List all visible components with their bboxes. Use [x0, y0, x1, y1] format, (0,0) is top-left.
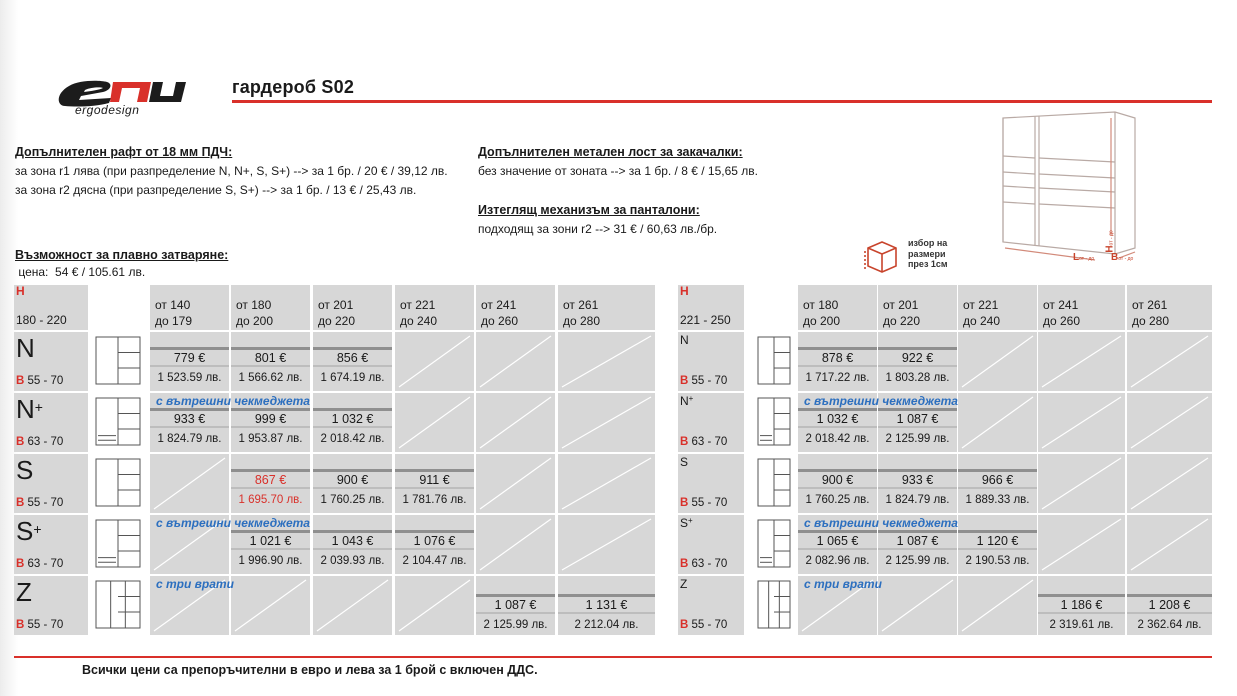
unavailable-mark [1127, 515, 1212, 574]
wardrobe-b-label: Bот - до [1111, 252, 1134, 263]
column-from: от 201 [883, 298, 919, 312]
trouser-section [478, 203, 717, 236]
row-note: с вътрешни чекмеджета [804, 394, 958, 408]
price-eur: 911 € [419, 473, 450, 487]
price-eur: 856 € [336, 351, 369, 365]
size-code-letter: S [16, 455, 34, 485]
layout-thumbnail-icon [90, 578, 146, 633]
size-code-sup: + [33, 521, 42, 537]
layout-thumbnail [752, 456, 796, 511]
column-to: до 200 [803, 314, 841, 328]
depth-label: B [680, 436, 689, 448]
depth-range [16, 375, 63, 387]
shelf-section [15, 145, 448, 197]
price-bgn: 2 190.53 лв. [965, 555, 1030, 567]
size-code-sup: + [688, 394, 694, 403]
price-separator [150, 365, 229, 367]
price-separator [231, 548, 310, 550]
header-rule [232, 100, 1212, 103]
size-code [680, 455, 688, 469]
column-to: до 220 [883, 314, 921, 328]
depth-range [16, 436, 63, 448]
price-separator [798, 426, 877, 428]
unavailable-mark [395, 576, 474, 635]
price-separator [231, 408, 310, 411]
unavailable-mark [231, 576, 310, 635]
price-separator [798, 487, 877, 489]
price-eur: 867 € [254, 473, 287, 487]
layout-thumbnail-icon [90, 334, 146, 389]
price-bgn: 1 695.70 лв. [238, 494, 303, 506]
size-code-letter: Z [16, 577, 32, 607]
price-bgn: 2 362.64 лв. [1137, 619, 1202, 631]
price-separator [231, 365, 310, 367]
size-code [680, 516, 693, 530]
column-to: до 260 [1043, 314, 1081, 328]
column-from: от 261 [1132, 298, 1168, 312]
price-separator [878, 487, 957, 489]
price-separator [313, 365, 392, 367]
unavailable-mark [395, 332, 474, 391]
unavailable-mark [958, 332, 1037, 391]
size-code [16, 579, 32, 605]
depth-label: B [680, 619, 689, 631]
layout-thumbnail-icon [752, 517, 796, 572]
layout-thumbnail [90, 456, 146, 511]
price-separator [231, 487, 310, 489]
price-eur: 900 € [336, 473, 369, 487]
price-bgn: 1 824.79 лв. [157, 433, 222, 445]
price-separator [958, 469, 1037, 472]
price-separator [1127, 594, 1212, 597]
price-bgn: 1 824.79 лв. [885, 494, 950, 506]
price-separator [150, 408, 229, 411]
price-eur: 1 076 € [413, 534, 456, 548]
size-code [16, 518, 42, 544]
column-from: от 201 [318, 298, 354, 312]
price-separator [395, 548, 474, 550]
column-from: от 241 [1043, 298, 1079, 312]
price-separator [231, 530, 310, 533]
price-eur: 1 208 € [1148, 598, 1191, 612]
price-separator [1038, 594, 1125, 597]
row-note: с три врати [156, 577, 234, 591]
price-bgn: 1 760.25 лв. [805, 494, 870, 506]
column-to: до 240 [963, 314, 1001, 328]
table-0-h-label: H [16, 284, 25, 298]
ergodesign-logo [55, 76, 190, 118]
unavailable-mark [1127, 393, 1212, 452]
column-from: от 221 [400, 298, 436, 312]
price-bgn: 2 082.96 лв. [805, 555, 870, 567]
size-code-sup: + [34, 399, 43, 415]
price-separator [958, 487, 1037, 489]
price-separator [878, 408, 957, 411]
layout-thumbnail-icon [752, 578, 796, 633]
depth-range [680, 619, 727, 631]
price-separator [878, 365, 957, 367]
layout-thumbnail [90, 578, 146, 633]
shelf-heading: Допълнителен рафт от 18 мм ПДЧ: [15, 145, 233, 159]
unavailable-mark [878, 576, 957, 635]
sizing-note [908, 238, 948, 270]
price-eur: 900 € [821, 473, 854, 487]
trouser-heading: Изтеглящ механизъм за панталони: [478, 203, 700, 217]
size-code [680, 394, 693, 408]
row-note: с вътрешни чекмеджета [804, 516, 958, 530]
price-separator [231, 469, 310, 472]
price-bgn: 2 104.47 лв. [402, 555, 467, 567]
column-from: от 221 [963, 298, 999, 312]
column-from: от 180 [803, 298, 839, 312]
depth-label: B [16, 558, 25, 570]
price-eur: 1 032 € [331, 412, 374, 426]
price-separator [558, 612, 655, 614]
price-bgn: 2 319.61 лв. [1049, 619, 1114, 631]
column-to: до 220 [318, 314, 356, 328]
price-separator [313, 487, 392, 489]
price-separator [150, 426, 229, 428]
price-separator [476, 612, 555, 614]
price-bgn: 1 566.62 лв. [238, 372, 303, 384]
size-code [680, 577, 687, 591]
price-eur: 1 021 € [249, 534, 292, 548]
unavailable-mark [958, 393, 1037, 452]
shelf-line-2: за зона r2 дясна (при разпределение S, S+) --> за 1 бр. / 13 € / 25,43 лв. [15, 183, 417, 197]
column-to: до 260 [481, 314, 519, 328]
price-separator [798, 548, 877, 550]
price-separator [395, 469, 474, 472]
price-bgn: 1 996.90 лв. [238, 555, 303, 567]
price-separator [313, 548, 392, 550]
page-title: гардероб S02 [232, 77, 355, 97]
layout-thumbnail [752, 517, 796, 572]
price-eur: 922 € [901, 351, 934, 365]
size-code-letter: S [680, 516, 689, 530]
sizing-note-line-2: размери [908, 248, 946, 259]
price-bgn: 1 781.76 лв. [402, 494, 467, 506]
size-code [16, 457, 33, 483]
depth-range [680, 436, 727, 448]
depth-value: 55 - 70 [27, 497, 64, 509]
price-separator [1127, 612, 1212, 614]
size-code-sup: + [688, 516, 693, 525]
unavailable-mark [558, 454, 655, 513]
price-separator [878, 548, 957, 550]
column-to: до 200 [236, 314, 274, 328]
price-eur: 999 € [254, 412, 287, 426]
depth-range [16, 619, 63, 631]
column-to: до 240 [400, 314, 438, 328]
price-separator [476, 594, 555, 597]
unavailable-mark [958, 576, 1037, 635]
size-code-letter: S [16, 516, 34, 546]
shelf-line-1: за зона r1 лява (при разпределение N, N+, S, S+) --> за 1 бр. / 20 € / 39,12 лв. [15, 164, 448, 178]
price-bgn: 2 212.04 лв. [574, 619, 639, 631]
footer-note: Всички цени са препоръчителни в евро и лева за 1 брой с включен ДДС. [82, 663, 538, 677]
price-separator [958, 548, 1037, 550]
column-to: до 280 [563, 314, 601, 328]
price-separator [878, 426, 957, 428]
column-from: от 140 [155, 298, 191, 312]
depth-label: B [16, 436, 25, 448]
sizing-note-line-3: през 1см [908, 259, 948, 269]
box-dimensions-icon [862, 236, 902, 276]
rod-line-1: без значение от зоната --> за 1 бр. / 8 € / 15,65 лв. [478, 164, 758, 178]
price-separator [313, 469, 392, 472]
unavailable-mark [476, 454, 555, 513]
wardrobe-h-label: Hот - до [1104, 230, 1116, 253]
price-separator [878, 530, 957, 533]
unavailable-mark [476, 393, 555, 452]
price-bgn: 2 125.99 лв. [885, 433, 950, 445]
layout-thumbnail-icon [90, 517, 146, 572]
size-code-letter: Z [680, 577, 688, 591]
price-separator [798, 469, 877, 472]
price-separator [231, 347, 310, 350]
price-bgn: 1 953.87 лв. [238, 433, 303, 445]
layout-thumbnail-icon [752, 334, 796, 389]
row-note: с три врати [804, 577, 882, 591]
price-separator [1038, 612, 1125, 614]
price-eur: 1 032 € [816, 412, 859, 426]
soft-close-heading: Възможност за плавно затваряне: [15, 248, 229, 262]
trouser-line-1: подходящ за зони r2 --> 31 € / 60,63 лв./бр. [478, 222, 718, 236]
price-eur: 878 € [821, 351, 854, 365]
depth-range [680, 558, 727, 570]
price-bgn: 2 018.42 лв. [320, 433, 385, 445]
layout-thumbnail [752, 334, 796, 389]
size-code [16, 335, 35, 361]
price-eur: 1 087 € [896, 412, 939, 426]
wardrobe-l-label: Lот - до [1073, 252, 1095, 263]
price-eur: 933 € [173, 412, 206, 426]
price-separator [231, 426, 310, 428]
price-separator [313, 530, 392, 533]
price-eur: 1 065 € [816, 534, 859, 548]
unavailable-mark [558, 332, 655, 391]
price-bgn: 1 760.25 лв. [320, 494, 385, 506]
price-bgn: 1 889.33 лв. [965, 494, 1030, 506]
layout-thumbnail [752, 578, 796, 633]
price-bgn: 1 674.19 лв. [320, 372, 385, 384]
sizing-note-line-1: избор на [908, 238, 948, 248]
depth-value: 63 - 70 [691, 436, 728, 448]
size-code [16, 396, 43, 422]
price-separator [878, 469, 957, 472]
depth-label: B [16, 375, 25, 387]
price-separator [958, 530, 1037, 533]
unavailable-mark [558, 515, 655, 574]
rod-heading: Допълнителен метален лост за закачалки: [478, 145, 743, 159]
price-bgn: 1 803.28 лв. [885, 372, 950, 384]
depth-label: B [680, 375, 689, 387]
layout-thumbnail-icon [752, 395, 796, 450]
price-separator [150, 347, 229, 350]
size-code-letter: N [16, 333, 35, 363]
depth-value: 63 - 70 [691, 558, 728, 570]
price-eur: 1 131 € [585, 598, 628, 612]
price-bgn: 1 717.22 лв. [805, 372, 870, 384]
unavailable-mark [476, 515, 555, 574]
unavailable-mark [1038, 515, 1125, 574]
depth-value: 55 - 70 [27, 375, 64, 387]
unavailable-mark [1038, 454, 1125, 513]
depth-value: 55 - 70 [691, 497, 728, 509]
rod-section [478, 145, 758, 178]
price-separator [395, 487, 474, 489]
column-to: до 280 [1132, 314, 1170, 328]
unavailable-mark [1038, 393, 1125, 452]
depth-range [16, 497, 63, 509]
layout-thumbnail [90, 517, 146, 572]
price-eur: 966 € [981, 473, 1014, 487]
column-to: до 179 [155, 314, 193, 328]
layout-thumbnail-icon [752, 456, 796, 511]
column-from: от 180 [236, 298, 272, 312]
price-bgn: 2 018.42 лв. [805, 433, 870, 445]
price-eur: 933 € [901, 473, 934, 487]
row-note: с вътрешни чекмеджета [156, 394, 310, 408]
layout-thumbnail [90, 334, 146, 389]
price-separator [878, 347, 957, 350]
price-separator [798, 347, 877, 350]
depth-label: B [16, 497, 25, 509]
layout-thumbnail-icon [90, 395, 146, 450]
unavailable-mark [476, 332, 555, 391]
price-eur: 801 € [254, 351, 287, 365]
depth-value: 55 - 70 [691, 619, 728, 631]
column-from: от 241 [481, 298, 517, 312]
price-bgn: 2 039.93 лв. [320, 555, 385, 567]
depth-value: 55 - 70 [27, 619, 64, 631]
depth-range [680, 375, 727, 387]
price-separator [313, 426, 392, 428]
depth-label: B [16, 619, 25, 631]
price-separator [798, 408, 877, 411]
size-code-letter: N [16, 394, 35, 424]
table-0-h-range: 180 - 220 [16, 313, 67, 327]
depth-value: 55 - 70 [691, 375, 728, 387]
depth-value: 63 - 70 [27, 436, 64, 448]
price-eur: 1 043 € [331, 534, 374, 548]
price-separator [395, 530, 474, 533]
depth-label: B [680, 558, 689, 570]
price-eur: 1 120 € [976, 534, 1019, 548]
depth-range [680, 497, 727, 509]
depth-label: B [680, 497, 689, 509]
size-code [680, 333, 689, 347]
wardrobe-illustration [995, 108, 1141, 266]
footer-rule [14, 656, 1212, 658]
row-note: с вътрешни чекмеджета [156, 516, 310, 530]
price-bgn: 1 523.59 лв. [157, 372, 222, 384]
unavailable-mark [558, 393, 655, 452]
soft-close-price: цена: 54 € / 105.61 лв. [15, 265, 146, 279]
table-1-h-label: H [680, 284, 689, 298]
logo-wordmark: ergodesign [75, 103, 140, 117]
price-bgn: 2 125.99 лв. [483, 619, 548, 631]
size-code-letter: S [680, 455, 689, 469]
depth-value: 63 - 70 [27, 558, 64, 570]
price-eur: 1 186 € [1060, 598, 1103, 612]
soft-close-section [15, 248, 228, 279]
size-code-letter: N [680, 333, 689, 347]
size-code-letter: N [680, 394, 689, 408]
price-eur: 1 087 € [896, 534, 939, 548]
layout-thumbnail [90, 395, 146, 450]
price-eur: 1 087 € [494, 598, 537, 612]
layout-thumbnail-icon [90, 456, 146, 511]
price-separator [798, 530, 877, 533]
depth-range [16, 558, 63, 570]
table-1-h-range: 221 - 250 [680, 313, 731, 327]
unavailable-mark [395, 393, 474, 452]
price-separator [798, 365, 877, 367]
unavailable-mark [1127, 454, 1212, 513]
price-bgn: 2 125.99 лв. [885, 555, 950, 567]
price-eur: 779 € [173, 351, 206, 365]
unavailable-mark [1127, 332, 1212, 391]
column-from: от 261 [563, 298, 599, 312]
price-separator [313, 408, 392, 411]
unavailable-mark [150, 454, 229, 513]
unavailable-mark [1038, 332, 1125, 391]
price-separator [558, 594, 655, 597]
unavailable-mark [313, 576, 392, 635]
layout-thumbnail [752, 395, 796, 450]
price-separator [313, 347, 392, 350]
